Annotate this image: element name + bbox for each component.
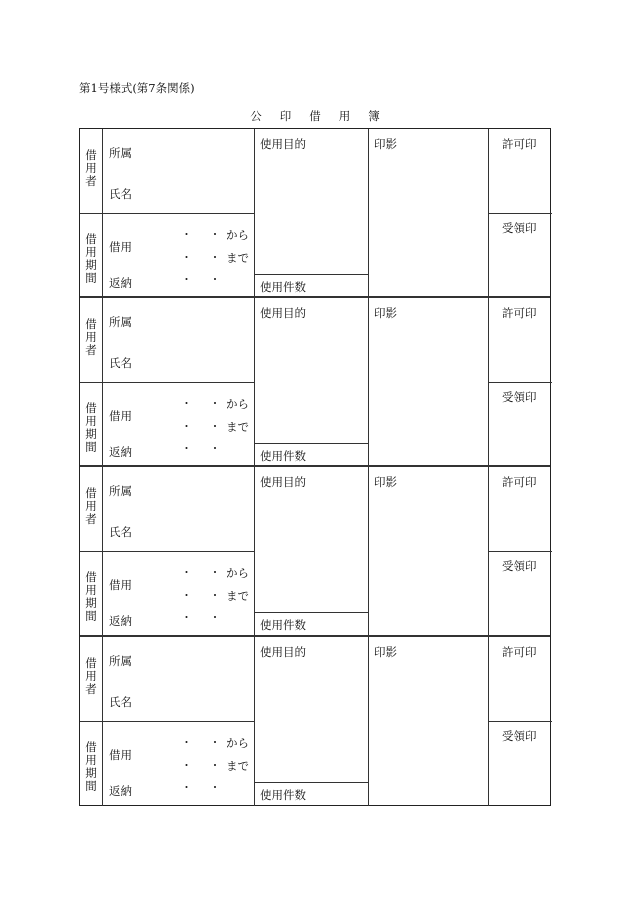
permit-seal-label: 許可印 <box>502 306 537 320</box>
impression-label: 印影 <box>374 645 397 659</box>
receipt-seal-label: 受領印 <box>502 559 537 573</box>
title-char: 公 <box>250 109 262 123</box>
borrow-label: 借用 <box>109 409 132 423</box>
period-label: 借 用 期 間 <box>85 570 97 623</box>
until-label: まで <box>226 251 249 265</box>
affiliation-label: 所属 <box>109 484 132 498</box>
impression-label: 印影 <box>374 475 397 489</box>
borrow-label: 借用 <box>109 748 132 762</box>
ledger-table <box>79 128 551 806</box>
form-number: 第1号様式(第7条関係) <box>79 81 195 95</box>
title-char: 借 <box>309 109 321 123</box>
ledger-entry <box>80 296 550 469</box>
return-date-dots: ・ ・ <box>181 781 221 794</box>
name-label: 氏名 <box>109 187 132 201</box>
until-date-dots: ・ ・ <box>181 420 221 433</box>
return-date-dots: ・ ・ <box>181 273 221 286</box>
borrow-label: 借用 <box>109 240 132 254</box>
use-count-label: 使用件数 <box>260 788 306 802</box>
purpose-label: 使用目的 <box>260 137 306 151</box>
return-label: 返納 <box>109 276 132 290</box>
from-label: から <box>226 397 249 411</box>
return-date-dots: ・ ・ <box>181 611 221 624</box>
period-label: 借 用 期 間 <box>85 740 97 793</box>
period-label: 借 用 期 間 <box>85 401 97 454</box>
impression-label: 印影 <box>374 306 397 320</box>
permit-seal-label: 許可印 <box>502 475 537 489</box>
permit-seal-label: 許可印 <box>502 137 537 151</box>
until-date-dots: ・ ・ <box>181 589 221 602</box>
from-label: から <box>226 566 249 580</box>
borrow-date-dots: ・ ・ <box>181 228 221 241</box>
receipt-seal-label: 受領印 <box>502 390 537 404</box>
borrow-date-dots: ・ ・ <box>181 566 221 579</box>
until-label: まで <box>226 589 249 603</box>
receipt-seal-label: 受領印 <box>502 221 537 235</box>
until-label: まで <box>226 420 249 434</box>
name-label: 氏名 <box>109 525 132 539</box>
borrower-label: 借 用 者 <box>85 656 97 696</box>
receipt-seal-label: 受領印 <box>502 729 537 743</box>
until-date-dots: ・ ・ <box>181 759 221 772</box>
borrow-date-dots: ・ ・ <box>181 397 221 410</box>
use-count-label: 使用件数 <box>260 449 306 463</box>
affiliation-label: 所属 <box>109 146 132 160</box>
borrow-label: 借用 <box>109 578 132 592</box>
affiliation-label: 所属 <box>109 654 132 668</box>
use-count-label: 使用件数 <box>260 280 306 294</box>
title-char: 用 <box>338 109 351 123</box>
ledger-entry <box>80 635 550 808</box>
name-label: 氏名 <box>109 695 132 709</box>
purpose-label: 使用目的 <box>260 645 306 659</box>
until-date-dots: ・ ・ <box>181 251 221 264</box>
until-label: まで <box>226 759 249 773</box>
document-title <box>0 108 630 124</box>
period-label: 借 用 期 間 <box>85 232 97 285</box>
purpose-label: 使用目的 <box>260 306 306 320</box>
name-label: 氏名 <box>109 356 132 370</box>
purpose-label: 使用目的 <box>260 475 306 489</box>
from-label: から <box>226 736 249 750</box>
borrow-date-dots: ・ ・ <box>181 736 221 749</box>
title-char: 簿 <box>368 109 380 123</box>
affiliation-label: 所属 <box>109 315 132 329</box>
borrower-label: 借 用 者 <box>85 148 97 188</box>
ledger-entry <box>80 465 550 638</box>
borrower-label: 借 用 者 <box>85 486 97 526</box>
use-count-label: 使用件数 <box>260 618 306 632</box>
return-label: 返納 <box>109 445 132 459</box>
return-date-dots: ・ ・ <box>181 442 221 455</box>
ledger-entry <box>80 129 550 298</box>
impression-label: 印影 <box>374 137 397 151</box>
borrower-label: 借 用 者 <box>85 317 97 357</box>
return-label: 返納 <box>109 784 132 798</box>
title-char: 印 <box>279 109 292 123</box>
return-label: 返納 <box>109 614 132 628</box>
permit-seal-label: 許可印 <box>502 645 537 659</box>
from-label: から <box>226 228 249 242</box>
